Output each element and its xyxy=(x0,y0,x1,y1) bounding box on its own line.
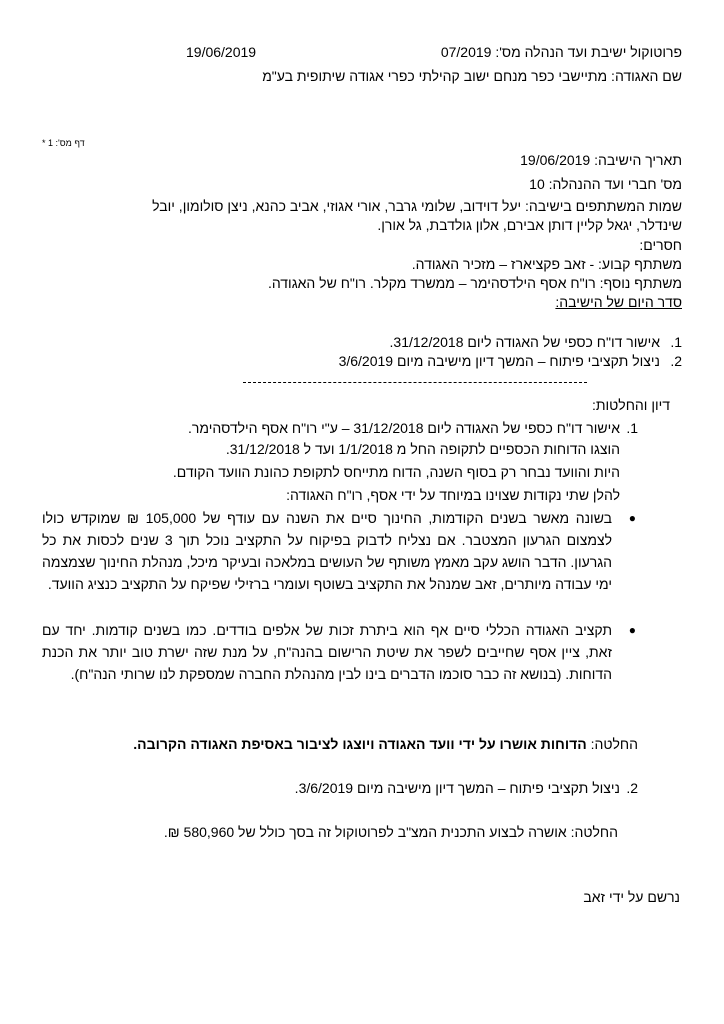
protocol-number: פרוטוקול ישיבת ועד הנהלה מס': 07/2019 xyxy=(440,44,682,60)
decision-2: החלטה: אושרה לבצוע התכנית המצ"ב לפרוטוקול זה בסך כולל של 580,960 ₪. xyxy=(163,824,618,840)
discussion-item-1-line-3: היות והוועד נבחר רק בסוף השנה, הדוח מתייחס לתקופת כהונת הוועד הקודם. xyxy=(172,464,620,480)
agenda-title: סדר היום של הישיבה: xyxy=(555,294,682,310)
participants-line-1: שמות המשתתפים בישיבה: יעל דוידוב, שלומי גרבר, אורי אגוזי, אביב כהנא, ניצן סולומון, יובל xyxy=(152,198,682,214)
members-count: מס' חברי ועד ההנהלה: 10 xyxy=(529,176,682,192)
agenda-item-1-number: 1. xyxy=(670,334,682,350)
discussion-item-1-line-2: הוצגו הדוחות הכספיים לתקופה החל מ 1/1/2018 ועד ל 31/12/2018. xyxy=(225,441,620,457)
decision-1-text: הדוחות אושרו על ידי וועד האגודה ויוצגו לציבור באסיפת האגודה הקרובה xyxy=(137,736,587,752)
agenda-item-2: ניצול תקציבי פיתוח – המשך דיון מישיבה מיום 3/6/2019 xyxy=(338,353,660,369)
signature: נרשם על ידי זאב xyxy=(583,889,680,905)
discussion-item-1-line-4: להלן שתי נקודות שצוינו במיוחד על ידי אסף, רו"ח האגודה: xyxy=(286,487,620,503)
bullet-icon: ● xyxy=(628,511,636,525)
agenda-item-2-number: 2. xyxy=(670,353,682,369)
discussion-item-1-title: אישור דו"ח כספי של האגודה ליום 31/12/2018 – ע"י רו"ח אסף הילדסהימר. xyxy=(188,420,620,436)
participants-line-2: שינדלר, יגאל קליין דותן אבירם, אלון גולדבת, גל אורן. xyxy=(377,217,682,233)
association-name: שם האגודה: מתיישבי כפר מנחם ישוב קהילתי כפרי אגודה שיתופית בע"מ xyxy=(262,68,682,84)
discussion-title: דיון והחלטות: xyxy=(591,397,670,413)
decision-1-label: החלטה: xyxy=(590,736,638,752)
agenda-item-1: אישור דו"ח כספי של האגודה ליום 31/12/2018. xyxy=(389,334,660,350)
separator-line xyxy=(243,382,587,383)
header-date: 19/06/2019 xyxy=(186,44,257,60)
page-marker: דף מס': 1 * xyxy=(42,138,85,148)
discussion-item-2-number: 2. xyxy=(626,780,638,796)
bullet-paragraph-1: בשונה מאשר בשנים הקודמות, החינוך סיים את השנה עם עודף של 105,000 ₪ שמוקדש כולו לצמצום הגרעון המצטבר. אם נצליח לדבוק בפיקוח על התקציב נוכל תוך 3 שנים לכסות את כל הגרעון. הדבר הושג עקב מאמץ משותף של העושים במלאכה ובעיקר מיכל, מנהלת החינוך שצמצמה ימי עבודה מיותרים, זאב שמנהל את התקציב בשוטף ועומרי ברזילי שפיקח על התקציב כנציג הוועד. xyxy=(42,510,613,592)
additional-participant: משתתף נוסף: רו"ח אסף הילדסהימר – ממשרד מקלר. רו"ח של האגודה. xyxy=(267,275,682,291)
discussion-item-1-number: 1. xyxy=(626,420,638,436)
decision-1: החלטה: הדוחות אושרו על ידי וועד האגודה ויוצגו לציבור באסיפת האגודה הקרובה. xyxy=(133,736,638,752)
permanent-participant: משתתף קבוע: - זאב פקציארז – מזכיר האגודה. xyxy=(411,256,682,272)
bullet-icon: ● xyxy=(628,623,636,637)
meeting-date: תאריך הישיבה: 19/06/2019 xyxy=(520,152,682,168)
bullet-paragraph-2: תקציב האגודה הכללי סיים אף הוא ביתרת זכות של אלפים בודדים. כמו בשנים קודמות. יחד עם זאת, ציין אסף שחייבים לשפר את שיטת הרישום בהנה"ח, על מנת שזה ישרת טוב יותר את הכנת הדוחות. (בנושא זה כבר סוכמו הדברים בינו לבין מהנהלת החברה שמספקת לנו שרותי הנה"ח). xyxy=(42,622,612,682)
discussion-item-2-title: ניצול תקציבי פיתוח – המשך דיון מישיבה מיום 3/6/2019. xyxy=(294,780,620,796)
absent-label: חסרים: xyxy=(639,237,682,253)
